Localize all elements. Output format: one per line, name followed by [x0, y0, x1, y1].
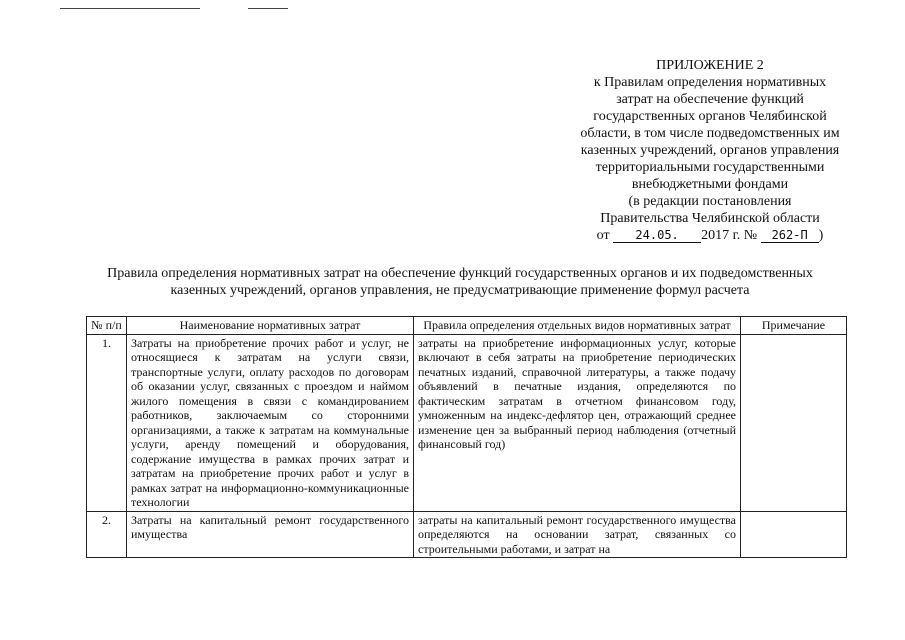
- appendix-line: территориальными государственными: [595, 160, 825, 175]
- document-title: [60, 265, 860, 299]
- row-num: 1.: [87, 334, 127, 511]
- resolution-date-line: [560, 227, 860, 244]
- row-num: 2.: [87, 511, 127, 558]
- row-name: Затраты на капитальный ремонт государственного имущества: [127, 511, 414, 558]
- appendix-block: [560, 57, 860, 244]
- row-rule: затраты на капитальный ремонт государственного имущества определяются на основании затрат, связанных со строительными работами, и затрат на: [414, 511, 741, 558]
- norms-table: [86, 316, 847, 558]
- appendix-line: государственных органов Челябинской: [593, 109, 827, 124]
- table-row: [87, 511, 847, 558]
- row-note: [741, 334, 847, 511]
- appendix-line: к Правилам определения нормативных: [593, 75, 827, 90]
- title-line: казенных учреждений, органов управления, не предусматривающие применение формул расчета: [170, 283, 750, 298]
- header-name: Наименование нормативных затрат: [127, 317, 414, 335]
- appendix-line: затрат на обеспечение функций: [616, 92, 804, 107]
- resolution-date: 24.05.: [613, 228, 701, 243]
- date-prefix: от: [596, 228, 610, 243]
- appendix-line: (в редакции постановления: [628, 194, 792, 209]
- table-header-row: [87, 317, 847, 335]
- header-note: Примечание: [741, 317, 847, 335]
- scan-artifact-line: [248, 8, 288, 9]
- header-num: № п/п: [87, 317, 127, 335]
- closing-paren: ): [818, 228, 824, 243]
- row-name: Затраты на приобретение прочих работ и услуг, не относящиеся к затратам на услуги связи, транспортные услуги, оплату расходов по договорам об оказании услуг, связанных с проездом и наймом жилого помещения в связи с командированием работников, заключаемым со сторонними организациями, а также к затратам на коммунальные услуги, аренду помещений и оборудования, содержание имущества в рамках прочих затрат и затратам на приобретение прочих работ и услуг в рамках затрат на информационно-коммуникационные технологии: [127, 334, 414, 511]
- appendix-line: области, в том числе подведомственных им: [580, 126, 840, 141]
- appendix-line: казенных учреждений, органов управления: [580, 143, 840, 158]
- appendix-line: внебюджетными фондами: [631, 177, 789, 192]
- row-rule: затраты на приобретение информационных услуг, которые включают в себя затраты на приобретение периодических печатных изданий, справочной литературы, а также подачу объявлений в печатные издания, определяются по фактическим затратам в отчетном финансовом году, умноженным на индекс-дефлятор цен, отражающий среднее изменение цен за выбранный период наблюдения (отчетный финансовый год): [414, 334, 741, 511]
- appendix-heading: ПРИЛОЖЕНИЕ 2: [656, 58, 764, 73]
- table-row: [87, 334, 847, 511]
- scan-artifact-line: [60, 8, 200, 9]
- resolution-number: 262-П: [761, 228, 819, 243]
- row-note: [741, 511, 847, 558]
- title-line: Правила определения нормативных затрат на обеспечение функций государственных органов и их подведомственных: [107, 266, 813, 281]
- resolution-year: 2017 г. №: [701, 228, 758, 243]
- header-rule: Правила определения отдельных видов нормативных затрат: [414, 317, 741, 335]
- appendix-line: Правительства Челябинской области: [600, 211, 820, 226]
